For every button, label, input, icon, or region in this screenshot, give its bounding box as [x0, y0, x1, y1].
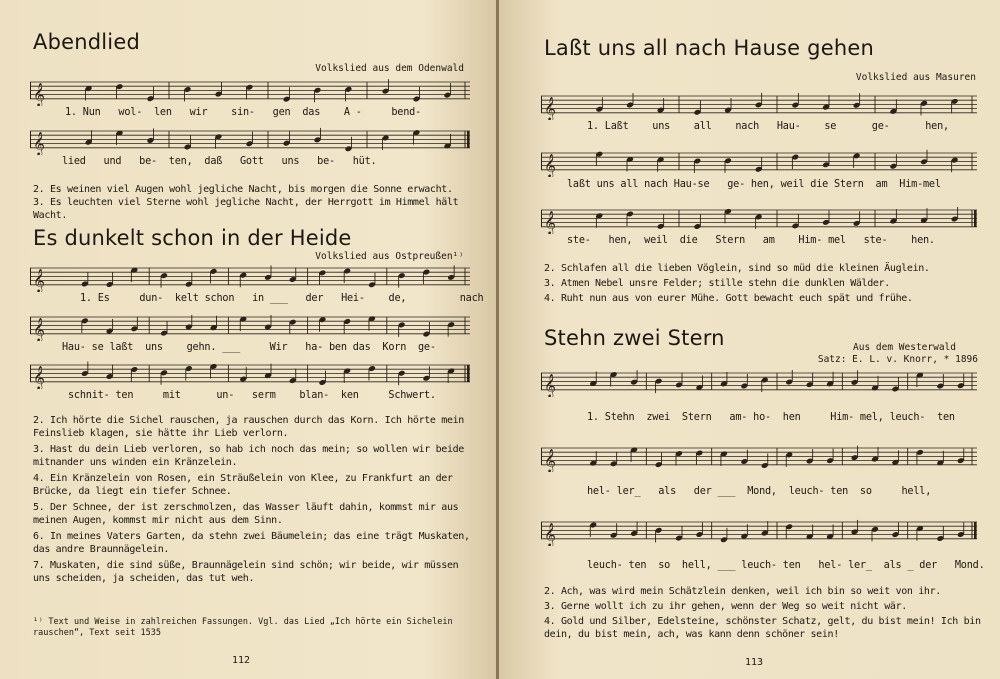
music-staff [30, 78, 470, 106]
stanza: 3. Hast du dein Lieb verloren, so hab ich noch das mein; so wollen wir beide mitnander uns winden ein Kränzelein. [33, 444, 464, 468]
stanza: 4. Gold und Silber, Edelsteine, schönster Schatz, gelt, du bist mein! Ich bin dein, du bist mein, ach, was kann denn schöner sein! [544, 616, 981, 640]
stanza: 2. Ich hörte die Sichel rauschen, ja rauschen durch das Korn. Ich hörte mein Feinslieb klagen, sie hätte ihr Lieb verlorn. [33, 415, 464, 439]
music-staff [541, 518, 977, 546]
music-staff [541, 206, 977, 234]
stanza: 2. Es weinen viel Augen wohl jegliche Nacht, bis morgen die Sonne erwacht. [33, 184, 453, 195]
lyrics-line: ste- hen, weil die Stern am Him- mel ste- hen. [567, 235, 935, 246]
treble-clef-icon: 𝄞 [33, 81, 45, 106]
lyrics-line: 1. Laßt uns all nach Hau- se ge- hen, [587, 121, 949, 132]
lyrics-line: lied und be- ten, daß Gott uns be- hüt. [62, 156, 377, 167]
song-title-es-dunkelt: Es dunkelt schon in der Heide [33, 226, 352, 250]
lyrics-line: laßt uns all nach Hau-se ge- hen, weil die Stern am Him-mel [567, 179, 941, 190]
lyrics-line: Hau- se laßt uns gehn. ___ Wir ha- ben das Korn ge- [62, 342, 436, 353]
stanza: 2. Ach, was wird mein Schätzlein denken, weil ich bin so weit von ihr. [544, 586, 941, 597]
song-origin: Volkslied aus Ostpreußen¹⁾ [315, 251, 464, 262]
treble-clef-icon: 𝄞 [33, 267, 45, 292]
stanza: 3. Atmen Nebel unsre Felder; stille stehn die dunklen Wälder. [544, 278, 890, 289]
stanza: 4. Ein Kränzelein von Rosen, ein Sträußelein von Klee, zu Frankfurt an der Brücke, da liegt ein tiefer Schnee. [33, 473, 453, 497]
stanza: 3. Es leuchten viel Sterne wohl jegliche Nacht, der Herrgott im Himmel hält Wacht. [33, 197, 459, 221]
song-title-abendlied: Abendlied [33, 30, 140, 54]
lyrics-line: 1. Stehn zwei Stern am- ho- hen Him- mel, leuch- ten [587, 412, 955, 423]
stanza: 4. Ruht nun aus von eurer Mühe. Gott bewacht euch spät und frühe. [544, 293, 913, 304]
page-number: 112 [232, 655, 251, 666]
music-staff [30, 127, 470, 155]
treble-clef-icon: 𝄞 [544, 95, 556, 120]
treble-clef-icon: 𝄞 [33, 130, 45, 155]
left-page [0, 0, 497, 679]
song-arrangement: Satz: E. L. v. Knorr, * 1896 [817, 354, 978, 365]
music-staff [30, 313, 470, 341]
stanza: 6. In meines Vaters Garten, da stehn zwei Bäumelein; das eine trägt Muskaten, das andre Braunnägelein. [33, 531, 470, 555]
treble-clef-icon: 𝄞 [544, 209, 556, 234]
treble-clef-icon: 𝄞 [544, 152, 556, 177]
music-staff [541, 444, 977, 472]
lyrics-line: leuch- ten so hell, ___ leuch- ten hel- ler_ als _ der Mond. [587, 560, 985, 571]
treble-clef-icon: 𝄞 [544, 447, 556, 472]
music-staff [541, 149, 977, 177]
lyrics-line: 1. Nun wol- len wir sin- gen das A - bend- [65, 107, 422, 118]
music-staff [541, 92, 977, 120]
treble-clef-icon: 𝄞 [33, 364, 45, 389]
music-staff [541, 369, 977, 397]
final-barline [974, 210, 977, 227]
stanza: 7. Muskaten, die sind süße, Braunnägelein sind schön; wir beide, wir müssen uns scheiden, ja scheiden, das tut weh. [33, 560, 459, 584]
stanza: 2. Schlafen all die lieben Vöglein, sind so müd die kleinen Äuglein. [544, 263, 930, 274]
page-number: 113 [745, 657, 764, 668]
final-barline [467, 131, 470, 148]
song-title-lasst-uns: Laßt uns all nach Hause gehen [544, 36, 874, 60]
song-title-stehn-zwei-stern: Stehn zwei Stern [544, 326, 725, 350]
treble-clef-icon: 𝄞 [33, 316, 45, 341]
song-origin: Aus dem Westerwald [853, 342, 956, 353]
treble-clef-icon: 𝄞 [544, 521, 556, 546]
final-barline [974, 522, 977, 539]
right-page [499, 0, 1000, 679]
stanza: 3. Gerne wollt ich zu ihr gehen, wenn der Weg so weit nicht wär. [544, 601, 907, 612]
lyrics-line: 1. Es dun- kelt schon in ___ der Hei- de, nach [80, 293, 484, 304]
footnote: ¹⁾ Text und Weise in zahlreichen Fassungen. Vgl. das Lied „Ich hörte ein Sichelein rauschen“, Text seit 1535 [33, 617, 453, 638]
music-staff [30, 264, 470, 292]
lyrics-line: hel- ler_ als der ___ Mond, leuch- ten so hell, [587, 486, 932, 497]
treble-clef-icon: 𝄞 [544, 372, 556, 397]
final-barline [467, 365, 470, 382]
lyrics-line: schnit- ten mit un- serm blan- ken Schwert. [68, 390, 436, 401]
song-origin: Volkslied aus Masuren [855, 72, 976, 83]
song-origin: Volkslied aus dem Odenwald [315, 63, 464, 74]
music-staff [30, 361, 470, 389]
stanza: 5. Der Schnee, der ist zerschmolzen, das Wasser läuft dahin, kommst mir aus meinen Augen, kommst mir nicht aus dem Sinn. [33, 502, 459, 526]
